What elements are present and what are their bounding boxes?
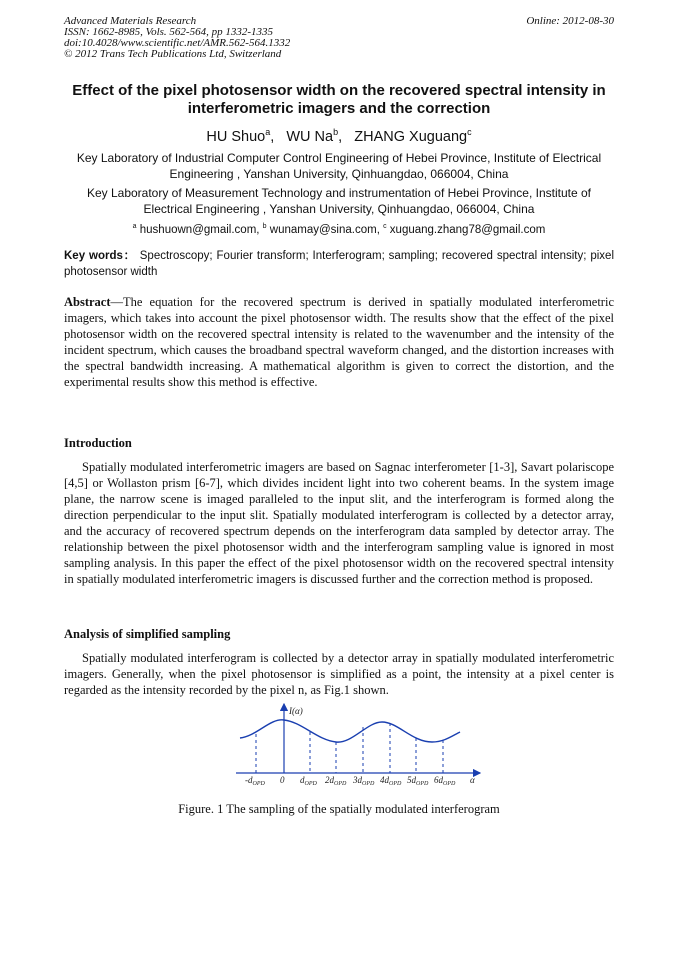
journal-name: Advanced Materials Research (64, 15, 197, 27)
paper-title: Effect of the pixel photosensor width on the recovered spectral intensity in interferometric imagers and the correction (72, 82, 606, 117)
abstract (64, 294, 614, 390)
journal-header (64, 16, 290, 60)
author-sep: , (270, 129, 287, 145)
email-link[interactable]: xuguang.zhang78@gmail.com (389, 224, 546, 236)
abstract-text: —The equation for the recovered spectrum is derived in spatially modulated interferometric imagers, which takes into account the pixel photosensor width. The results show that the effect of the pixel photosensor width on the recovered spectral intensity is related to the wavenumber and the intensity of the incident spectrum, which causes the broadband spectral waveform changed, and the distortion increases with the spectral bandwidth increasing. A mathematical algorithm is given to correct the distortion, and the experimental results show this method is effective. (64, 295, 614, 389)
online-date: Online: 2012-08-30 (526, 15, 614, 27)
tick-label: $4d_{OPD}$ (380, 775, 402, 787)
author-sup: a (265, 127, 271, 137)
section-body (64, 459, 614, 587)
tick-label: 0 (280, 775, 285, 785)
x-axis-label: α (470, 775, 475, 785)
y-axis-label: I(α) (289, 706, 303, 716)
email-sup: a (132, 223, 137, 230)
author-sup: c (467, 127, 472, 137)
keywords (64, 248, 614, 280)
paragraph: Spatially modulated interferogram is collected by a detector array in spatially modulated interferometric imagers. Generally, when the pixel photosensor is simplified as a point, the intensity at a pixel center is regarded as the intensity recorded by the pixel n, as Fig.1 shown. (64, 651, 614, 697)
issn-line: ISSN: 1662-8985, Vols. 562-564, pp 1332-1335 (64, 26, 273, 38)
abstract-label: Abstract (64, 295, 111, 309)
affiliation-1: Key Laboratory of Industrial Computer Control Engineering of Hebei Province, Institute of Electrical Engineering , Yanshan University, Qinhuangdao, 066004, China (76, 151, 602, 181)
author-name: ZHANG Xuguang (354, 129, 468, 145)
tick-label: $-d_{OPD}$ (245, 775, 265, 787)
section-heading: Analysis of simplified sampling (64, 627, 231, 641)
email-link[interactable]: hushuown@gmail.com, (139, 224, 263, 236)
figure-caption: Figure. 1 The sampling of the spatially modulated interferogram (178, 802, 500, 816)
affiliation-2: Key Laboratory of Measurement Technology and instrumentation of Hebei Province, Institute of Electrical Engineering , Yanshan University, Qinhuangdao, 066004, China (86, 186, 592, 216)
author-sup: b (333, 127, 339, 137)
paragraph: Spatially modulated interferometric imagers are based on Sagnac interferometer [1-3], Savart polariscope [4,5] or Wollaston prism [6-7], which divides incident light into two coherent beams. In the system image plane, the narrow scene is imaged paralleled to the input slit, and the interferogram is formed along the direction perpendicular to the input slit. Spatially modulated interferogram is collected by a detector array, and the accuracy of recovered spectrum depends on the interferogram data sampled by detector array. The relationship between the pixel photosensor width and the interferogram sampling value is ignored in most sampling analysis. In this paper the effect of the pixel photosensor width on the recovered spectral intensity in spatially modulated interferometric imagers is discussed further and the correction method is proposed. (64, 460, 614, 586)
tick-label: $6d_{OPD}$ (434, 775, 456, 787)
copyright-line: © 2012 Trans Tech Publications Ltd, Switzerland (64, 48, 282, 60)
interferogram-curve (240, 720, 460, 742)
tick-label: $2d_{OPD}$ (325, 775, 347, 787)
section-heading: Introduction (64, 436, 132, 450)
tick-label: $d_{OPD}$ (300, 775, 317, 787)
keywords-text: Spectroscopy; Fourier transform; Interferogram; sampling; recovered spectral intensity; pixel photosensor width (64, 250, 614, 278)
figure-1 (232, 700, 492, 795)
author-name: HU Shuo (206, 129, 266, 145)
section-body (64, 650, 614, 698)
email-sup: b (262, 223, 267, 230)
doi-line: doi:10.4028/www.scientific.net/AMR.562-564.1332 (64, 37, 291, 49)
author-sep: , (338, 129, 355, 145)
keywords-label: Key words： (64, 250, 136, 262)
author-name: WU Na (286, 129, 334, 145)
tick-label: $5d_{OPD}$ (407, 775, 429, 787)
email-list (0, 220, 678, 237)
author-list (0, 123, 678, 146)
tick-label: $3d_{OPD}$ (353, 775, 375, 787)
email-sup: c (383, 223, 387, 230)
interferogram-plot (232, 700, 492, 795)
email-link[interactable]: wunamay@sina.com, (269, 224, 384, 236)
